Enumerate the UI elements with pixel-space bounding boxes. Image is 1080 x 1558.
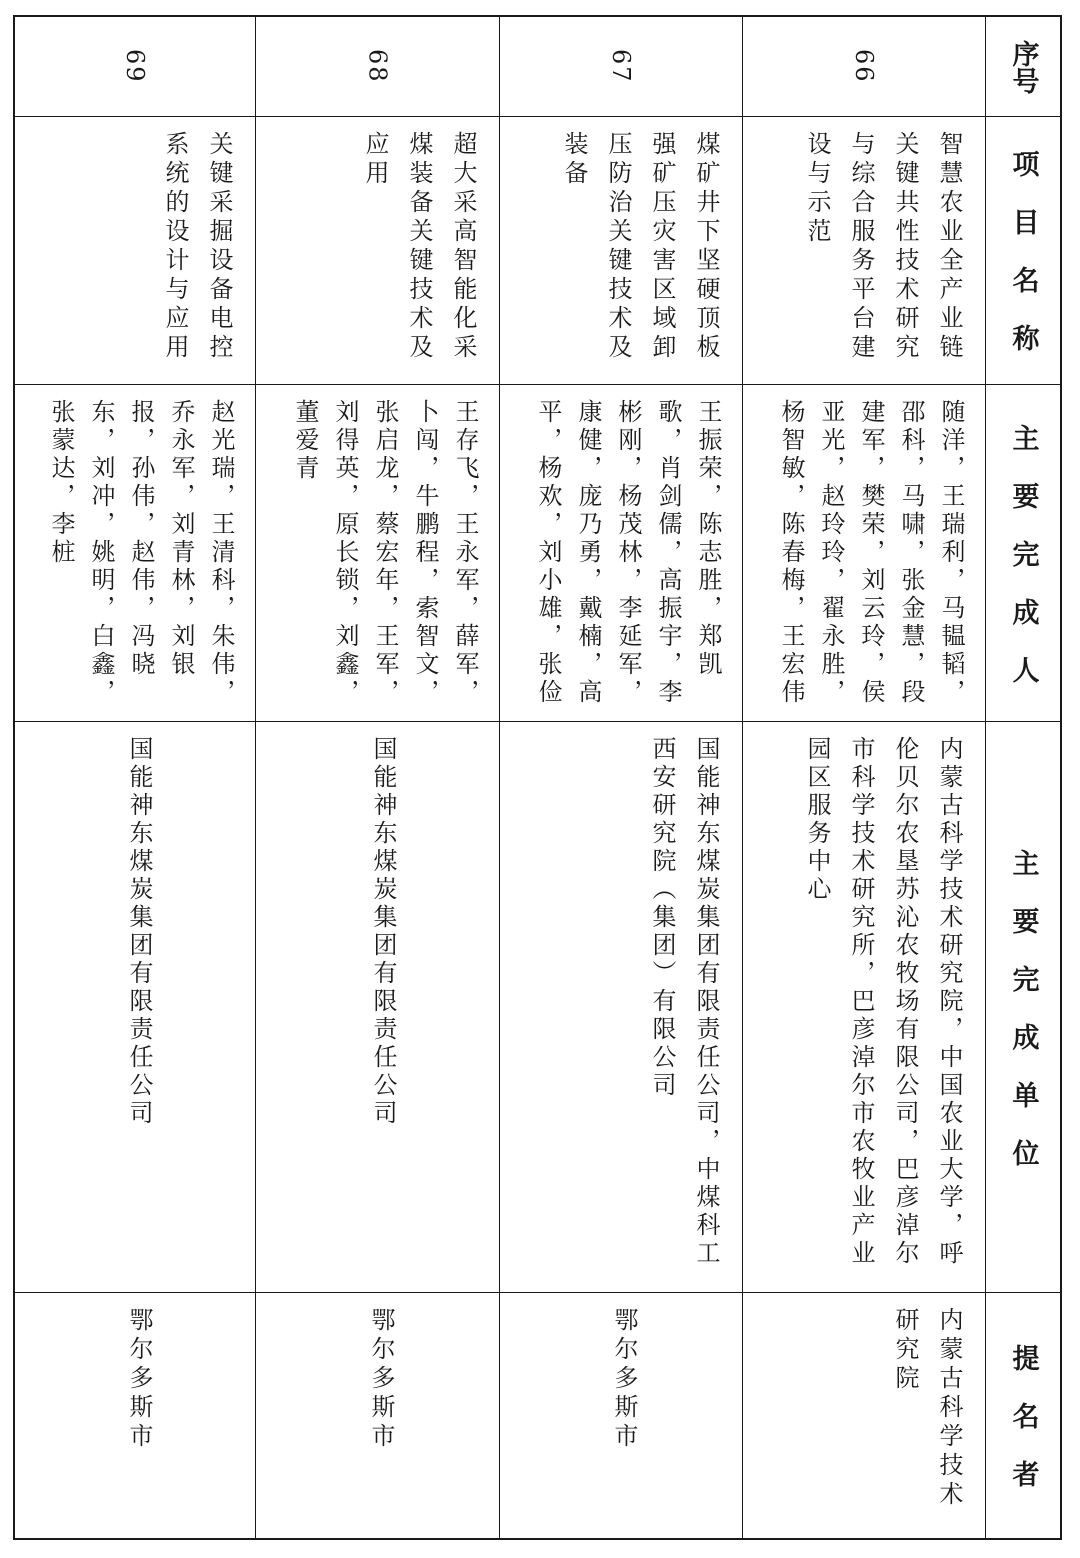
- row-nominator: [743, 1292, 985, 1538]
- seq-number: 66: [850, 49, 878, 84]
- table-row: [15, 17, 255, 1538]
- main-units: 国能神东煤炭集团有限责任公司: [125, 736, 153, 1128]
- row-people: [500, 384, 742, 721]
- table-row: [742, 17, 985, 1538]
- project-name: 关键采掘设备电控系统的设计与应用: [161, 131, 233, 363]
- row-seq: [743, 17, 985, 116]
- main-contributors: 王存飞，王永军，薛军，卜闯，牛鹏程，索智文，张启龙，蔡宏年，王军，刘得英，原长锁，刘鑫，董爱青: [291, 399, 479, 707]
- main-contributors: 王振荣，陈志胜，郑凯歌，肖剑儒，高振宇，李彬刚，杨茂林，李延军，康健，庞乃勇，戴楠，高平，杨欢，刘小雄，张俭: [534, 399, 722, 707]
- row-people: [15, 384, 255, 721]
- row-project: [256, 116, 499, 384]
- table-row: [499, 17, 742, 1538]
- project-name: 煤矿井下坚硬顶板强矿压灾害区域卸压防治关键技术及装备: [560, 131, 720, 363]
- row-seq: [15, 17, 255, 116]
- row-nominator: [15, 1292, 255, 1538]
- main-contributors: 赵光瑞，王清科，朱伟，乔永军，刘青林，刘银报，孙伟，赵伟，冯晓东，刘冲，姚明，白鑫，张蒙达，李桩: [47, 399, 235, 707]
- header-people: [986, 384, 1060, 721]
- row-project: [15, 116, 255, 384]
- row-units: [500, 721, 742, 1292]
- row-nominator: [256, 1292, 499, 1538]
- seq-number: 68: [363, 49, 392, 84]
- nominator: 鄂尔多斯市: [125, 1307, 153, 1452]
- nominator: 鄂尔多斯市: [610, 1307, 638, 1452]
- award-table: [13, 15, 1062, 1540]
- row-project: [743, 116, 985, 384]
- row-seq: [256, 17, 499, 116]
- header-project-label: 项 目 名 称: [1007, 150, 1039, 351]
- row-project: [500, 116, 742, 384]
- row-seq: [500, 17, 742, 116]
- nominator: 内蒙古科学技术研究院: [891, 1307, 963, 1510]
- header-units: [986, 721, 1060, 1292]
- header-people-label: 主 要 完 成 人: [1007, 423, 1039, 683]
- project-name: 超大采高智能化采煤装备关键技术及应用: [361, 131, 477, 363]
- seq-number: 67: [607, 49, 635, 84]
- row-nominator: [500, 1292, 742, 1538]
- project-name: 智慧农业全产业链关键共性技术研究与综合服务平台建设与示范: [803, 131, 963, 363]
- row-units: [256, 721, 499, 1292]
- main-units: 国能神东煤炭集团有限责任公司: [369, 736, 397, 1128]
- header-units-label: 主 要 完 成 单 位: [1007, 848, 1039, 1166]
- nominator: 鄂尔多斯市: [367, 1307, 395, 1452]
- header-nominator: [986, 1292, 1060, 1538]
- seq-number: 69: [121, 49, 149, 84]
- row-units: [743, 721, 985, 1292]
- table-row: [255, 17, 499, 1538]
- row-units: [15, 721, 255, 1292]
- header-column: [985, 17, 1060, 1538]
- header-seq-label: 序号: [1007, 39, 1039, 94]
- header-project: [986, 116, 1060, 384]
- header-seq: [986, 17, 1060, 116]
- main-units: 国能神东煤炭集团有限责任公司，中煤科工西安研究院（集团）有限公司: [648, 736, 720, 1268]
- main-contributors: 随洋，王瑞利，马韫韬，邵科，马啸，张金慧，段建军，樊荣，刘云玲，侯亚光，赵玲玲，翟永胜，杨智敏，陈春梅，王宏伟: [777, 399, 965, 707]
- header-nominator-label: 提 名 者: [1007, 1344, 1039, 1487]
- row-people: [256, 384, 499, 721]
- main-units: 内蒙古科学技术研究院，中国农业大学，呼伦贝尔农垦苏沁农牧场有限公司，巴彦淖尔市科学技术研究所，巴彦淖尔市农牧业产业园区服务中心: [803, 736, 963, 1268]
- row-people: [743, 384, 985, 721]
